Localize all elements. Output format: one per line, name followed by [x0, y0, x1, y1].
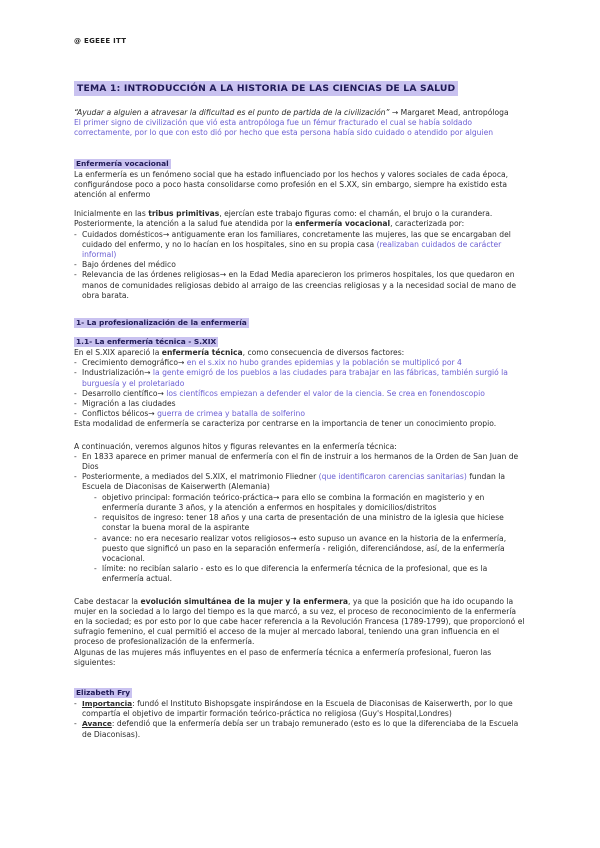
subsection-heading-tecnica: 1.1- La enfermería técnica - S.XIX — [76, 337, 217, 347]
list-item — [74, 230, 526, 261]
fry-list — [74, 699, 526, 740]
text-run: Industrialización→ — [82, 368, 153, 378]
hitos-list — [74, 452, 526, 585]
list-item — [74, 409, 526, 419]
vocacional-list — [74, 230, 526, 301]
tecnica-intro — [74, 348, 526, 358]
note-run: guerra de crimea y batalla de solferino — [157, 409, 305, 419]
text-run: Cuidados domésticos→ antiguamente eran los familiares, concretamente las mujeres, las que se encargaban del cuidado del enfermo, y no lo hacían en los hospitales, sino en su propia casa — [82, 229, 511, 249]
vocacional-intro: La enfermería es un fenómeno social que ha estado influenciado por los hechos y valores sociales de cada época, configurándose poco a poco hasta consolidarse como profesión en el S.XX, sin embargo, siempre ha existido esta atención al enfermo — [74, 169, 509, 200]
section-heading-fry: Elizabeth Fry — [76, 687, 131, 697]
text-run: Crecimiento demográfico→ — [82, 358, 187, 368]
section-heading-profesionalizacion: 1- La profesionalización de la enfermería — [76, 318, 247, 328]
sublist-item: - objetivo principal: formación teórico-práctica→ para ello se combina la formación en magisterio y en enfermería durante 3 años, y la atención a enfermos en hospitales y domicilios/distritos — [94, 493, 526, 513]
text-run: Inicialmente en las — [74, 209, 149, 219]
text-run: Desarrollo científico→ — [82, 388, 167, 398]
factors-list — [74, 358, 526, 419]
list-item: - Relevancia de las órdenes religiosas→ en la Edad Media aparecieron los primeros hospitales, los que quedaron en manos de comunidades religiosas debido al arraigo de las creencias religiosas y a la necesidad social de mano de obra barata. — [74, 270, 526, 301]
sublist-item: - límite: no recibían salario - esto es lo que diferencia la enfermería técnica de la profesional, que es la enfermería actual. — [94, 564, 526, 584]
brand-watermark: @ EGEEE ITT — [74, 37, 127, 45]
label-run: Avance — [82, 719, 112, 729]
text-run: , como consecuencia de diversos factores: — [242, 348, 405, 358]
note-run: en el s.xix no hubo grandes epidemias y la población se multiplicó por 4 — [186, 358, 462, 368]
vocacional-paragraph — [74, 209, 526, 229]
mujeres-paragraph: Algunas de las mujeres más influyentes en el paso de enfermería técnica a enfermería profesional, fueron las siguientes: — [74, 647, 492, 667]
page-title: TEMA 1: INTRODUCCIÓN A LA HISTORIA DE LAS CIENCIAS DE LA SALUD — [74, 81, 458, 96]
text-run: : fundó el Instituto Bishopsgate inspirándose en la Escuela de Diaconisas de Kaiserwerth, por lo que compartía el objetivo de impartir formación teórico-práctica no religiosa (Guy's Hospital,Londres) — [82, 698, 513, 719]
quote-text: “Ayudar a alguien a atravesar la dificultad es el punto de partida de la civilización” — [74, 108, 390, 117]
hitos-intro: A continuación, veremos algunos hitos y figuras relevantes en la enfermería técnica: — [74, 441, 397, 451]
label-run: Importancia — [82, 698, 133, 708]
note-run: los científicos empiezan a defender el valor de la ciencia. Se crea en fonendoscopio — [166, 388, 485, 398]
text-run: Conflictos bélicos→ — [82, 409, 158, 419]
list-item — [74, 719, 526, 739]
note-run: (realizaban cuidados de carácter informal) — [82, 239, 502, 260]
mujer-paragraph — [74, 597, 526, 648]
text-run: fundan la Escuela de Diaconisas de Kaiserwerth (Alemania) — [82, 472, 506, 492]
bold-term: evolución simultánea de la mujer y la enfermera — [140, 596, 349, 606]
note-run: la gente emigró de los pueblos a las ciudades para trabajar en las fábricas, también surgió la burguesía y el proletariado — [82, 368, 508, 388]
section-heading-vocacional: Enfermería vocacional — [76, 158, 169, 168]
list-item: - Bajo órdenes del médico — [74, 260, 526, 270]
tecnica-closing: Esta modalidad de enfermería se caracteriza por centrarse en la importancia de tener un conocimiento propio. — [74, 419, 497, 429]
text-run: Cabe destacar la — [74, 596, 141, 606]
text-run: , ya que la posición que ha ido ocupando la mujer en la sociedad a lo largo del tiempo es la que marcó, a su vez, el proceso de reconocimiento de la enfermería en la sociedad; es por esto por lo que cabe hacer referencia a la Revolución Francesa (1789-1799), que proporcionó el sufragio femenino, el cual permitió el acceso de la mujer al mercado laboral, teniendo una gran influencia en el proceso de profesionalización de la enfermería. — [74, 596, 525, 647]
text-run: Posteriormente, a mediados del S.XIX, el matrimonio Fliedner — [82, 472, 319, 482]
bold-term: tribus primitivas — [148, 209, 220, 219]
list-item: - En 1833 aparece en primer manual de enfermería con el fin de instruir a los hermanos de la Orden de San Juan de Dios — [74, 452, 526, 472]
list-item — [74, 389, 526, 399]
sublist-item: - avance: no era necesario realizar votos religiosos→ esto supuso un avance en la historia de la enfermería, puesto que significó un paso en la separación enfermería - religión, diferenciándose, así, de la enfermería vocacional. — [94, 534, 526, 565]
text-run: En el S.XIX apareció la — [74, 348, 162, 358]
list-item — [74, 699, 526, 719]
kaiserwerth-sublist — [82, 493, 526, 585]
list-item — [74, 472, 526, 584]
text-run: , caracterizada por: — [390, 219, 465, 229]
bold-term: enfermería técnica — [161, 348, 243, 358]
list-item: - Migración a las ciudades — [74, 399, 526, 409]
quote-paragraph — [74, 108, 526, 118]
text-run: : defendió que la enfermería debía ser un trabajo remunerado (esto es lo que la diferenciaba de la Escuela de Diaconisas). — [82, 719, 519, 739]
bold-term: enfermería vocacional — [294, 219, 391, 229]
sublist-item: - requisitos de ingreso: tener 18 años y una carta de presentación de una ministro de la iglesia que hiciese constar la buena moral de la aspirante — [94, 513, 526, 533]
note-run: (que identificaron carencias sanitarias) — [318, 472, 467, 482]
quote-author: → Margaret Mead, antropóloga — [389, 108, 509, 117]
quote-note: El primer signo de civilización que vió esta antropóloga fue un fémur fracturado el cual se había soldado correctamente, por lo que con esto dió por hecho que esta persona había sido cuidado o atendido por alguien — [74, 118, 494, 138]
text-run: , ejercían este trabajo figuras como: el chamán, el brujo o la curandera. Posteriormente, la atención a la salud fue atendida por la — [74, 209, 493, 229]
list-item — [74, 358, 526, 368]
list-item — [74, 368, 526, 388]
